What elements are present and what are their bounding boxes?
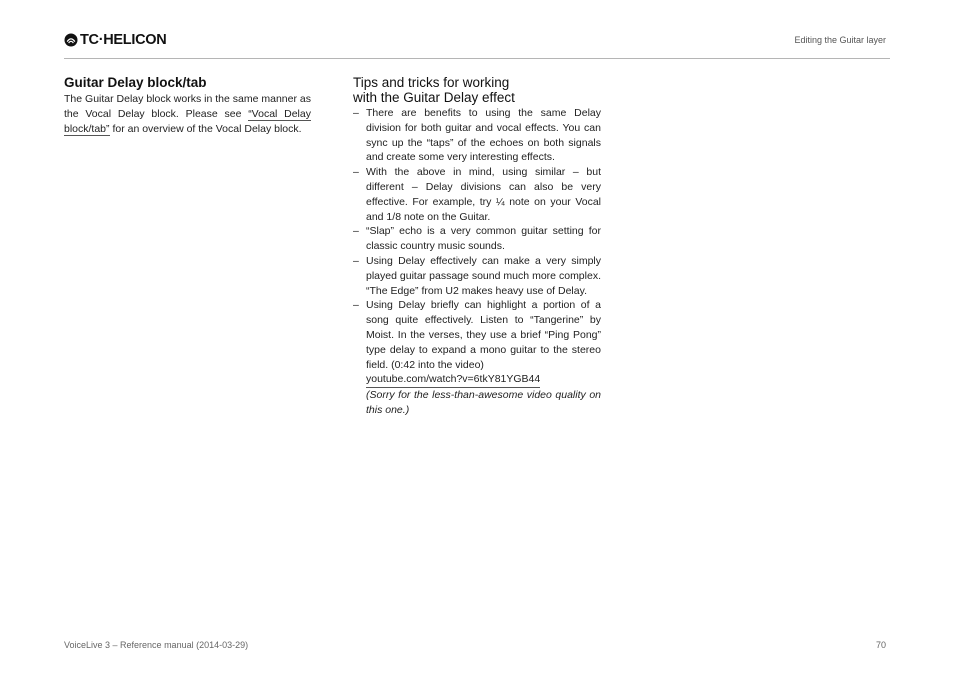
vocal-delay-link[interactable]: “Vocal Delay block/tab” bbox=[64, 108, 311, 135]
apology-note: (Sorry for the less-than-awesome video quality on this one.) bbox=[366, 389, 601, 416]
tip-text: Using Delay briefly can highlight a portion of a song quite effectively. Listen to “Tangerine” by Moist. In the verses, they use a brief “Ping Pong” type delay to expand a mono guitar to the stereo field. (0:42 into the video) bbox=[366, 299, 601, 371]
page-number: 70 bbox=[875, 640, 886, 650]
tip-item bbox=[353, 106, 601, 165]
tips-heading bbox=[353, 75, 601, 105]
tip-item bbox=[353, 165, 601, 224]
tip-item bbox=[353, 298, 601, 417]
tips-list bbox=[353, 106, 601, 418]
tip-text: Using Delay effectively can make a very simply played guitar passage sound much more complex. “The Edge” from U2 makes heavy use of Delay. bbox=[366, 254, 601, 297]
section-title: Editing the Guitar layer bbox=[794, 35, 886, 45]
footer-manual-title: VoiceLive 3 – Reference manual (2014-03-29) bbox=[64, 640, 249, 650]
list-dash: – bbox=[353, 107, 359, 119]
guitar-delay-section bbox=[64, 74, 311, 137]
tip-text: With the above in mind, using similar – but different – Delay divisions can also be very effective. For example, try ¼ note on your Vocal and 1/8 note on the Guitar. bbox=[366, 166, 601, 223]
list-dash: – bbox=[353, 254, 359, 267]
paragraph-text-start: The Guitar Delay block works in the same manner as the Vocal Delay block. Please see bbox=[64, 93, 311, 120]
paragraph-text-end: for an overview of the Vocal Delay block. bbox=[109, 123, 302, 135]
youtube-link[interactable]: youtube.com/watch?v=6tkY81YGB44 bbox=[366, 372, 540, 388]
tips-heading-line2: with the Guitar Delay effect bbox=[353, 90, 515, 105]
tips-heading-line1: Tips and tricks for working bbox=[353, 75, 510, 90]
brand-name: TC·HELICON bbox=[80, 32, 167, 48]
list-dash: – bbox=[353, 166, 359, 179]
header-divider bbox=[64, 58, 890, 59]
tip-item bbox=[353, 254, 601, 298]
tip-text: “Slap” echo is a very common guitar setting for classic country music sounds. bbox=[366, 225, 601, 253]
tip-item bbox=[353, 224, 601, 254]
section-heading: Guitar Delay block/tab bbox=[64, 75, 207, 90]
tc-helicon-logo-icon bbox=[64, 33, 78, 47]
list-dash: – bbox=[353, 299, 359, 312]
section-paragraph bbox=[64, 92, 311, 137]
tips-section bbox=[353, 75, 601, 418]
list-dash: – bbox=[353, 225, 359, 238]
tip-text: There are benefits to using the same Delay division for both guitar and vocal effects. You can sync up the “taps” of the echoes on both signals and create some very interesting effects. bbox=[366, 107, 601, 164]
brand-logo bbox=[64, 31, 166, 49]
